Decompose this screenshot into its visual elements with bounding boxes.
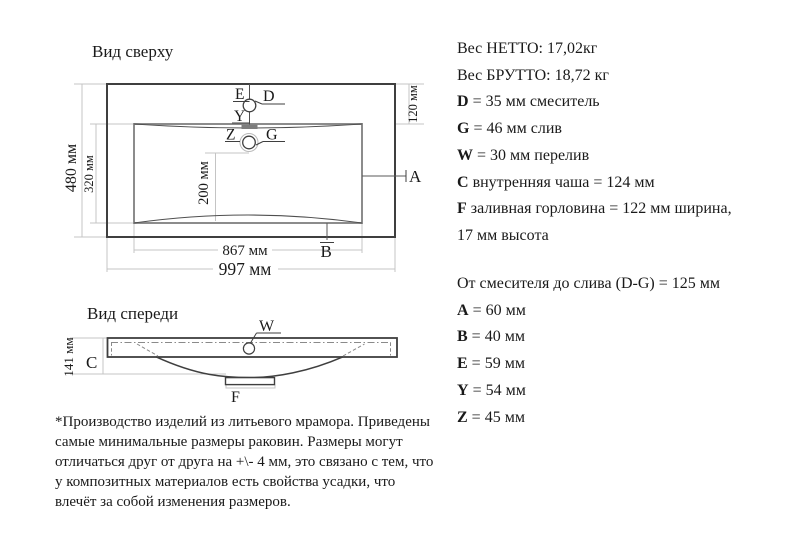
footnote-line: *Производство изделий из литьевого мрамора. Приведены [55,414,430,430]
dim-141: 141 мм [61,337,76,377]
marker-b: B [320,242,332,261]
spec-weight-net: Вес НЕТТО: 17,02кг [457,40,598,57]
marker-leader-lines [225,101,406,243]
spec-g-drain: G = 46 мм слив [457,120,562,138]
spec-b: B = 40 мм [457,328,525,346]
overflow-slot [242,125,258,130]
marker-f: F [231,389,240,406]
technical-drawing [0,0,450,412]
footnote-line: влечёт за собой изменения размеров. [55,494,291,510]
spec-mixer-to-drain: От смесителя до слива (D-G) = 125 мм [457,275,720,292]
marker-e: E [235,86,245,103]
footnote-line: самые минимальные размеры раковин. Размеры могут [55,434,403,450]
dim-320: 320 мм [82,155,96,193]
spec-f-neck-height: 17 мм высота [457,226,549,244]
overflow-hole [243,343,254,354]
footnote-line: у композитных материалов есть свойства усадки, что [55,474,396,490]
production-footnote [55,412,433,512]
marker-d: D [263,88,275,105]
spec-f-neck: F заливная горловина = 122 мм ширина, [457,200,732,218]
marker-g: G [266,126,278,144]
dim-120: 120 мм [406,85,420,123]
specs-block-distances [457,271,720,431]
dim-480: 480 мм [63,143,80,193]
dim-200: 200 мм [196,161,212,205]
marker-z: Z [226,126,236,144]
dim-867: 867 мм [222,243,268,259]
spec-y: Y = 54 мм [457,381,526,399]
marker-w: W [259,318,275,335]
filler-neck [226,378,275,385]
footnote-line: отличаться друг от друга на +\- 4 мм, это связано с тем, что [55,454,434,470]
dim-997: 997 мм [218,259,272,279]
spec-a: A = 60 мм [457,301,526,319]
spec-d-mixer: D = 35 мм смеситель [457,93,600,111]
spec-e: E = 59 мм [457,355,525,373]
spec-z: Z = 45 мм [457,408,525,426]
marker-c: C [86,353,98,372]
specs-block-weights-holes [457,36,732,250]
spec-c-bowl: C внутренняя чаша = 124 мм [457,173,655,191]
top-view-title: Вид сверху [92,42,174,61]
front-view-title: Вид спереди [87,304,179,323]
marker-a: A [409,167,422,186]
marker-y: Y [234,108,246,125]
spec-weight-gross: Вес БРУТТО: 18,72 кг [457,66,609,84]
spec-w-overflow: W = 30 мм перелив [457,146,590,164]
drain-hole [243,136,256,149]
